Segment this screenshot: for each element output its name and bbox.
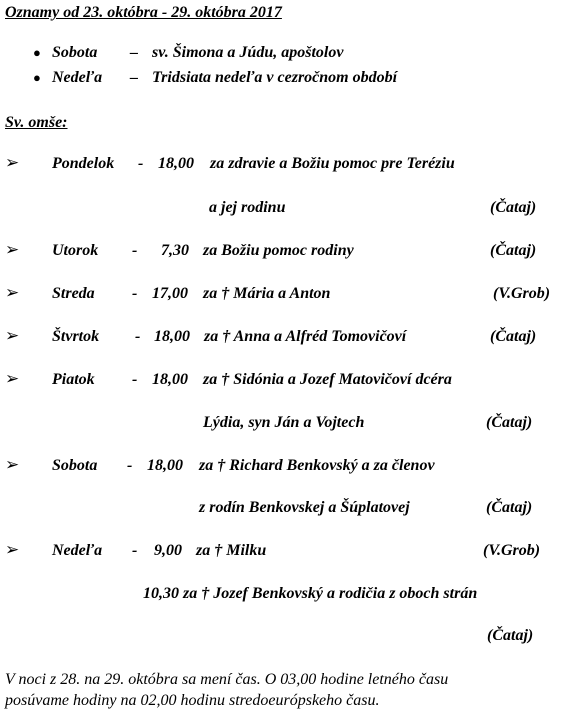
mass-place: (Čataj): [490, 199, 537, 216]
mass-dash: -: [132, 371, 138, 388]
bullet-text-sunday: Tridsiata nedeľa v cezročnom období: [152, 69, 398, 86]
bullet-day-sunday: Nedeľa: [52, 69, 103, 86]
mass-intention: za † Anna a Alfréd Tomovičoví: [204, 328, 407, 345]
mass-day: Nedeľa: [52, 542, 103, 559]
mass-day: Pondelok: [52, 155, 115, 172]
bullet-icon: ●: [33, 70, 41, 85]
mass-place: (V.Grob): [493, 285, 551, 302]
bullet-icon: ●: [33, 45, 41, 60]
bullet-dash: –: [130, 44, 138, 61]
mass-intention-line2: Lýdia, syn Ján a Vojtech: [203, 414, 365, 431]
mass-time: 18,00: [147, 457, 183, 474]
arrow-bullet-icon: ➢: [5, 153, 20, 172]
mass-second-place: (Čataj): [487, 627, 534, 644]
mass-place: (V.Grob): [483, 542, 541, 559]
bullet-day-saturday: Sobota: [52, 44, 98, 61]
mass-intention: za † Mária a Anton: [203, 285, 331, 302]
mass-day: Štvrtok: [52, 328, 100, 345]
mass-place: (Čataj): [490, 328, 537, 345]
mass-day: Sobota: [52, 457, 98, 474]
bullet-dash: –: [130, 69, 138, 86]
mass-time: 18,00: [152, 371, 188, 388]
mass-dash: -: [132, 242, 138, 259]
page-title: Oznamy od 23. októbra - 29. októbra 2017: [5, 4, 282, 21]
mass-dash: -: [127, 457, 133, 474]
mass-place: (Čataj): [486, 414, 533, 431]
mass-time: 18,00: [158, 155, 194, 172]
mass-day: Streda: [52, 285, 95, 302]
mass-time: 7,30: [161, 242, 189, 259]
mass-day: Utorok: [52, 242, 99, 259]
arrow-bullet-icon: ➢: [5, 369, 20, 388]
mass-intention-line2: a jej rodinu: [209, 199, 286, 216]
mass-dash: -: [135, 328, 141, 345]
mass-day: Piatok: [52, 371, 95, 388]
arrow-bullet-icon: ➢: [5, 326, 20, 345]
mass-intention: za Božiu pomoc rodiny: [203, 242, 354, 259]
arrow-bullet-icon: ➢: [5, 455, 20, 474]
masses-heading: Sv. omše:: [5, 114, 68, 131]
mass-second-intention: 10,30 za † Jozef Benkovský a rodičia z oboch strán: [143, 585, 478, 602]
arrow-bullet-icon: ➢: [5, 540, 20, 559]
mass-dash: -: [132, 285, 138, 302]
arrow-bullet-icon: ➢: [5, 283, 20, 302]
mass-intention: za † Richard Benkovský a za členov: [199, 457, 435, 474]
mass-place: (Čataj): [490, 242, 537, 259]
mass-intention-line2: z rodín Benkovskej a Šúplatovej: [199, 499, 410, 516]
arrow-bullet-icon: ➢: [5, 240, 20, 259]
mass-time: 9,00: [154, 542, 182, 559]
mass-dash: -: [138, 155, 144, 172]
mass-dash: -: [132, 542, 138, 559]
mass-intention: za zdravie a Božiu pomoc pre Teréziu: [210, 155, 455, 172]
time-change-note-line2: posúvame hodiny na 02,00 hodinu stredoeurópskeho času.: [5, 692, 380, 709]
mass-intention: za † Milku: [196, 542, 267, 559]
mass-time: 18,00: [154, 328, 190, 345]
mass-intention: za † Sidónia a Jozef Matovičoví dcéra: [203, 371, 452, 388]
bullet-text-saturday: sv. Šimona a Júdu, apoštolov: [152, 44, 344, 61]
mass-place: (Čataj): [486, 499, 533, 516]
mass-time: 17,00: [152, 285, 188, 302]
time-change-note-line1: V noci z 28. na 29. októbra sa mení čas. O 03,00 hodine letného času: [5, 671, 449, 688]
